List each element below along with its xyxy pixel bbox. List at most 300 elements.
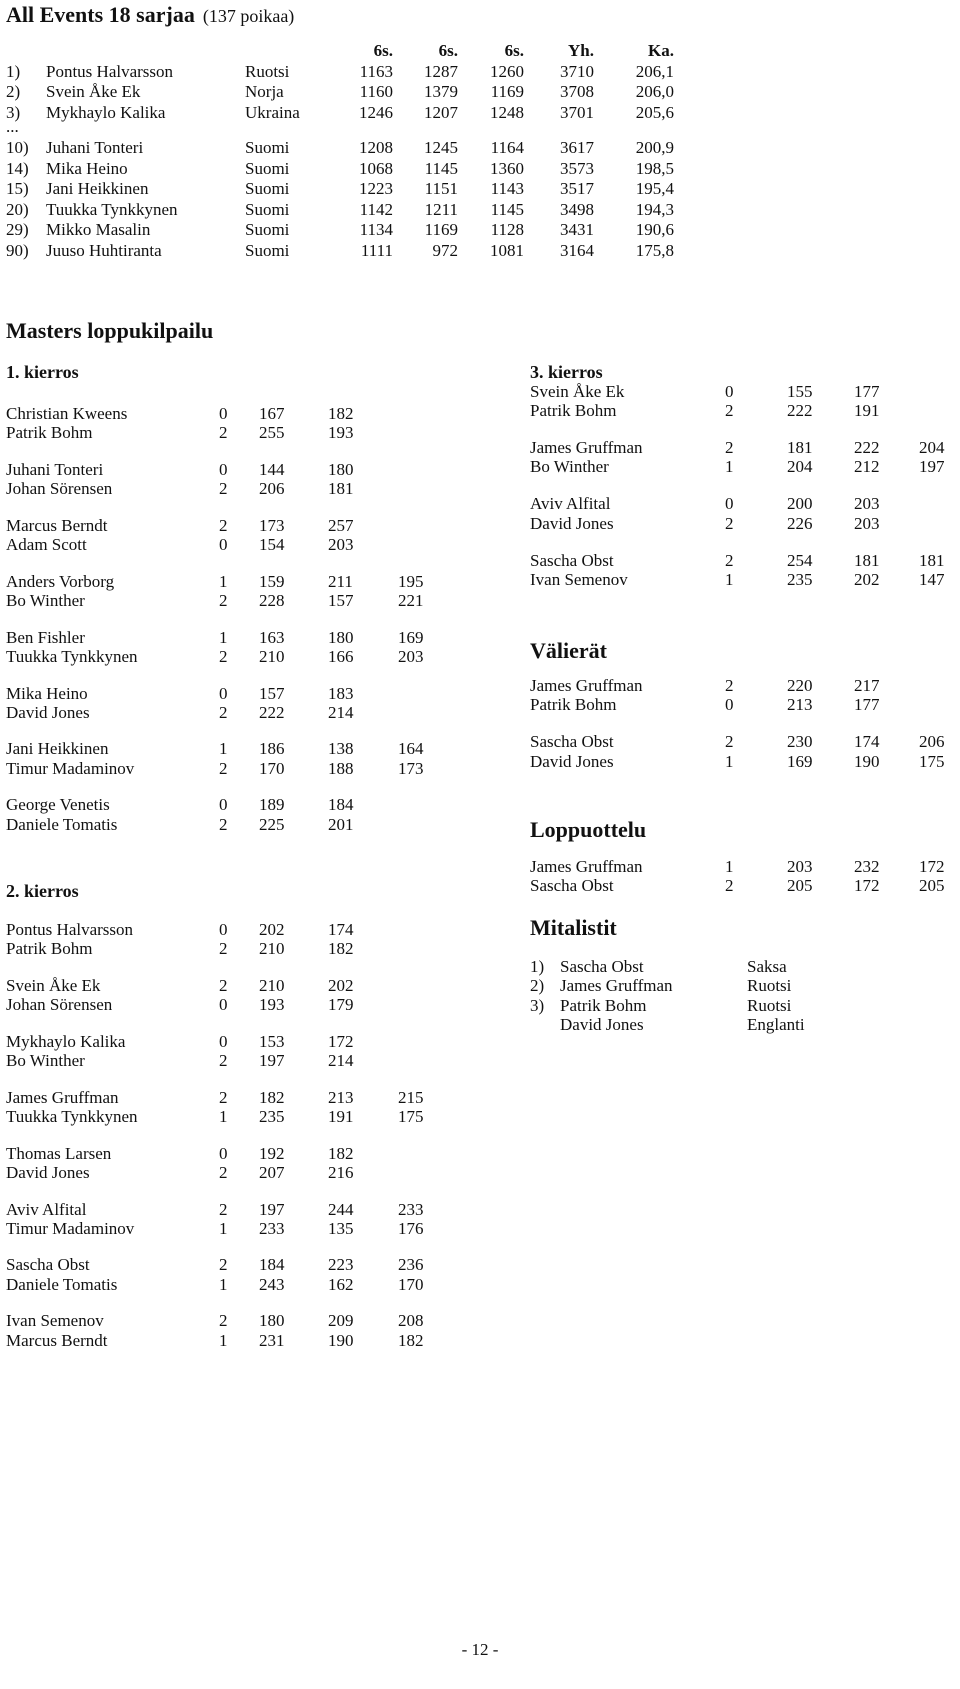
game-score: 255 <box>259 423 285 443</box>
masters-left-column <box>6 0 466 1620</box>
match-points: 2 <box>219 1311 228 1331</box>
player-name: Johan Sörensen <box>6 995 113 1015</box>
table-cell: 1211 <box>424 199 458 219</box>
match-points: 2 <box>725 513 734 533</box>
player-name: Svein Åke Ek <box>530 381 625 401</box>
player-name: Ivan Semenov <box>530 569 628 589</box>
medalist-name: Sascha Obst <box>560 957 644 976</box>
match-points: 2 <box>219 702 228 722</box>
match-row <box>6 1144 446 1164</box>
medal-position: 1) <box>530 957 545 976</box>
match-row <box>6 995 446 1015</box>
match-points: 2 <box>219 1162 228 1182</box>
masters-right-column <box>530 0 950 1100</box>
player-name: Patrik Bohm <box>6 939 93 959</box>
game-score: 170 <box>259 758 285 778</box>
game-score: 177 <box>854 381 880 401</box>
game-score: 189 <box>259 795 285 815</box>
game-score: 186 <box>259 739 285 759</box>
match-row <box>530 401 960 421</box>
match-points: 0 <box>219 1143 228 1163</box>
game-score: 193 <box>328 423 354 443</box>
table-cell: Svein Åke Ek <box>46 82 141 101</box>
player-name: David Jones <box>530 751 614 771</box>
player-name: Sascha Obst <box>530 732 614 752</box>
player-name: Daniele Tomatis <box>6 814 118 834</box>
game-score: 235 <box>259 1106 285 1126</box>
match-points: 2 <box>725 876 734 896</box>
game-score: 207 <box>259 1162 285 1182</box>
match-row <box>6 535 446 555</box>
match-row <box>530 438 960 458</box>
match-row <box>6 404 446 424</box>
table-cell: 1145 <box>424 158 458 178</box>
player-name: Svein Åke Ek <box>6 975 101 995</box>
game-score: 220 <box>787 676 813 695</box>
table-cell: 1128 <box>490 220 524 239</box>
player-name: James Gruffman <box>530 676 643 695</box>
player-name: Marcus Berndt <box>6 515 108 535</box>
game-score: 254 <box>787 550 813 570</box>
match-points: 1 <box>219 1106 228 1126</box>
table-cell: Pontus Halvarsson <box>46 61 174 81</box>
game-score: 221 <box>398 590 424 610</box>
table-cell: 3710 <box>560 61 594 81</box>
match-row <box>530 676 960 696</box>
masters-heading: Masters loppukilpailu <box>6 318 214 343</box>
match-row <box>530 752 960 772</box>
game-score: 182 <box>328 404 354 423</box>
player-name: Patrik Bohm <box>530 695 617 715</box>
game-score: 233 <box>259 1218 285 1238</box>
game-score: 179 <box>328 995 354 1015</box>
game-score: 181 <box>919 550 945 570</box>
table-cell: 1111 <box>360 240 393 260</box>
match-row <box>6 591 446 611</box>
table-cell: Suomi <box>245 240 290 260</box>
player-name: David Jones <box>530 513 614 533</box>
table-cell: 190,6 <box>635 220 674 239</box>
game-score: 157 <box>328 590 354 610</box>
match-row <box>6 795 446 815</box>
table-cell: 206,0 <box>635 82 674 101</box>
table-cell: Suomi <box>245 199 290 219</box>
medalist-name: James Gruffman <box>560 976 673 996</box>
table-cell: 1164 <box>490 138 524 157</box>
match-points: 2 <box>219 646 228 666</box>
match-points: 2 <box>725 437 734 457</box>
table-cell: 3498 <box>560 199 594 219</box>
medalist-row <box>530 976 960 996</box>
ellipsis: ... <box>6 117 19 136</box>
game-score: 236 <box>398 1255 424 1275</box>
game-score: 190 <box>328 1330 354 1350</box>
medal-position: 2) <box>530 976 545 996</box>
game-score: 175 <box>919 751 945 771</box>
match-row <box>530 695 960 715</box>
title-subtitle: (137 poikaa) <box>202 6 295 26</box>
game-score: 235 <box>787 569 813 589</box>
game-score: 213 <box>787 695 813 715</box>
table-cell: 1134 <box>359 220 393 239</box>
match-points: 1 <box>219 627 228 647</box>
table-cell: 1081 <box>490 240 524 260</box>
match-points: 2 <box>219 423 228 443</box>
game-score: 183 <box>328 683 354 703</box>
table-cell: Mykhaylo Kalika <box>46 102 166 122</box>
game-score: 230 <box>787 732 813 752</box>
table-cell: Mikko Masalin <box>46 220 151 239</box>
match-row <box>6 1219 446 1239</box>
player-name: James Gruffman <box>6 1087 119 1107</box>
game-score: 181 <box>854 550 880 570</box>
medal-position: 3) <box>530 995 545 1015</box>
game-score: 206 <box>919 732 945 752</box>
table-cell: 1246 <box>359 102 393 122</box>
table-cell: 972 <box>432 240 458 260</box>
game-score: 206 <box>259 479 285 499</box>
medalist-row <box>530 957 960 977</box>
player-name: Bo Winther <box>530 457 609 477</box>
table-cell: 205,6 <box>635 102 674 122</box>
player-name: Aviv Alfital <box>6 1199 87 1219</box>
match-points: 1 <box>725 569 734 589</box>
table-cell: 1207 <box>424 102 458 122</box>
game-score: 222 <box>854 437 880 457</box>
match-row <box>530 857 960 877</box>
game-score: 159 <box>259 571 285 591</box>
game-score: 203 <box>398 646 424 666</box>
game-score: 202 <box>854 569 880 589</box>
player-name: Adam Scott <box>6 535 87 554</box>
table-cell: 1223 <box>359 179 393 198</box>
match-row <box>6 703 446 723</box>
column-header: Yh. <box>568 41 594 60</box>
game-score: 201 <box>328 814 354 834</box>
table-cell: 1208 <box>359 138 393 157</box>
game-score: 153 <box>259 1031 285 1051</box>
match-points: 2 <box>219 1199 228 1219</box>
game-score: 203 <box>787 857 813 876</box>
medalist-country: Ruotsi <box>747 995 792 1015</box>
game-score: 209 <box>328 1311 354 1331</box>
game-score: 204 <box>919 437 945 457</box>
player-name: David Jones <box>6 702 90 722</box>
game-score: 216 <box>328 1162 354 1182</box>
game-score: 222 <box>787 400 813 420</box>
match-points: 0 <box>725 494 734 514</box>
player-name: Christian Kweens <box>6 404 128 423</box>
round1-heading: 1. kierros <box>6 362 79 382</box>
match-row <box>530 876 960 896</box>
table-cell: 1379 <box>424 82 458 101</box>
column-header: 6s. <box>504 41 524 60</box>
player-name: Aviv Alfital <box>530 494 611 514</box>
game-score: 172 <box>854 876 880 896</box>
game-score: 192 <box>259 1143 285 1163</box>
table-cell: 1169 <box>424 220 458 239</box>
game-score: 231 <box>259 1330 285 1350</box>
game-score: 174 <box>854 732 880 752</box>
player-name: Ivan Semenov <box>6 1311 104 1331</box>
match-points: 2 <box>219 590 228 610</box>
medalist-country: Ruotsi <box>747 976 792 996</box>
game-score: 182 <box>328 939 354 959</box>
match-row <box>530 494 960 514</box>
match-points: 0 <box>219 920 228 939</box>
match-points: 1 <box>725 751 734 771</box>
game-score: 257 <box>328 515 354 535</box>
table-cell: 3431 <box>560 220 594 239</box>
player-name: Sascha Obst <box>530 550 614 570</box>
medalist-country: Englanti <box>747 1014 805 1034</box>
match-points: 0 <box>219 459 228 479</box>
game-score: 225 <box>259 814 285 834</box>
player-name: Juhani Tonteri <box>6 459 104 479</box>
game-score: 147 <box>919 569 945 589</box>
game-score: 181 <box>787 437 813 457</box>
match-points: 0 <box>219 795 228 815</box>
game-score: 180 <box>328 627 354 647</box>
game-score: 176 <box>398 1218 424 1238</box>
game-score: 135 <box>328 1218 354 1238</box>
table-cell: 1260 <box>490 61 524 81</box>
match-row <box>530 457 960 477</box>
match-row <box>530 570 960 590</box>
game-score: 144 <box>259 459 285 479</box>
match-points: 1 <box>219 571 228 591</box>
match-row <box>6 1311 446 1331</box>
game-score: 210 <box>259 975 285 995</box>
match-row <box>6 572 446 592</box>
game-score: 210 <box>259 646 285 666</box>
game-score: 191 <box>328 1106 354 1126</box>
table-cell: 90) <box>6 240 29 260</box>
game-score: 163 <box>259 627 285 647</box>
medalist-name: Patrik Bohm <box>560 995 647 1015</box>
game-score: 169 <box>787 751 813 771</box>
table-cell: 175,8 <box>635 240 674 260</box>
table-cell: 198,5 <box>635 158 674 178</box>
game-score: 202 <box>259 920 285 939</box>
game-score: 226 <box>787 513 813 533</box>
match-points: 2 <box>219 939 228 959</box>
page-number: - 12 - <box>461 1640 499 1659</box>
table-cell: 1151 <box>424 179 458 198</box>
game-score: 205 <box>919 876 945 896</box>
match-row <box>6 1163 446 1183</box>
match-points: 2 <box>725 400 734 420</box>
match-points: 2 <box>725 732 734 752</box>
table-cell: Suomi <box>245 158 290 178</box>
match-points: 2 <box>219 758 228 778</box>
table-cell: 206,1 <box>635 61 674 81</box>
game-score: 184 <box>259 1255 285 1275</box>
table-cell: 1142 <box>359 199 393 219</box>
game-score: 182 <box>328 1143 354 1163</box>
match-points: 0 <box>219 535 228 554</box>
player-name: James Gruffman <box>530 857 643 876</box>
game-score: 180 <box>328 459 354 479</box>
round2-heading: 2. kierros <box>6 881 79 901</box>
player-name: Jani Heikkinen <box>6 739 109 759</box>
game-score: 180 <box>259 1311 285 1331</box>
game-score: 181 <box>328 479 354 499</box>
player-name: Tuukka Tynkkynen <box>6 646 138 666</box>
match-points: 2 <box>219 814 228 834</box>
game-score: 200 <box>787 494 813 514</box>
game-score: 164 <box>398 739 424 759</box>
match-points: 0 <box>219 404 228 423</box>
player-name: George Venetis <box>6 795 110 815</box>
table-cell: 20) <box>6 199 29 219</box>
table-cell: 3701 <box>560 102 594 122</box>
player-name: James Gruffman <box>530 437 643 457</box>
player-name: Sascha Obst <box>530 876 614 896</box>
table-cell: 15) <box>6 179 29 198</box>
match-points: 1 <box>725 457 734 477</box>
game-score: 157 <box>259 683 285 703</box>
game-score: 197 <box>259 1199 285 1219</box>
match-points: 1 <box>725 857 734 876</box>
match-row <box>6 628 446 648</box>
game-score: 173 <box>259 515 285 535</box>
match-points: 0 <box>219 1031 228 1051</box>
match-points: 2 <box>725 676 734 695</box>
game-score: 217 <box>854 676 880 695</box>
player-name: Marcus Berndt <box>6 1330 108 1350</box>
table-cell: 1) <box>6 61 21 81</box>
game-score: 162 <box>328 1274 354 1294</box>
match-points: 2 <box>725 550 734 570</box>
table-cell: Juuso Huhtiranta <box>46 240 162 260</box>
table-cell: 29) <box>6 220 29 239</box>
player-name: Thomas Larsen <box>6 1143 112 1163</box>
match-row <box>530 732 960 752</box>
game-score: 169 <box>398 627 424 647</box>
game-score: 167 <box>259 404 285 423</box>
player-name: Johan Sörensen <box>6 479 113 499</box>
game-score: 193 <box>259 995 285 1015</box>
match-points: 0 <box>219 995 228 1015</box>
player-name: Daniele Tomatis <box>6 1274 118 1294</box>
match-row <box>6 1200 446 1220</box>
table-cell: Norja <box>245 82 284 101</box>
medalists-heading: Mitalistit <box>530 915 617 940</box>
table-cell: 3164 <box>560 240 594 260</box>
match-points: 1 <box>219 1330 228 1350</box>
semis-heading: Välierät <box>530 638 607 663</box>
match-points: 0 <box>725 695 734 715</box>
match-points: 2 <box>219 1255 228 1275</box>
table-cell: 3573 <box>560 158 594 178</box>
match-points: 2 <box>219 479 228 499</box>
medalist-row <box>530 996 960 1016</box>
game-score: 208 <box>398 1311 424 1331</box>
table-cell: Tuukka Tynkkynen <box>46 199 178 219</box>
table-cell: Suomi <box>245 179 290 198</box>
game-score: 215 <box>398 1087 424 1107</box>
match-row <box>6 739 446 759</box>
player-name: Sascha Obst <box>6 1255 90 1275</box>
player-name: Timur Madaminov <box>6 1218 135 1238</box>
game-score: 202 <box>328 975 354 995</box>
medalist-row <box>530 1015 960 1035</box>
game-score: 172 <box>328 1031 354 1051</box>
game-score: 210 <box>259 939 285 959</box>
match-points: 1 <box>219 1218 228 1238</box>
match-row <box>6 1275 446 1295</box>
table-cell: 200,9 <box>635 138 674 157</box>
match-points: 2 <box>219 515 228 535</box>
player-name: Mika Heino <box>6 683 88 703</box>
game-score: 138 <box>328 739 354 759</box>
match-row <box>6 1088 446 1108</box>
match-points: 0 <box>219 683 228 703</box>
table-cell: 2) <box>6 82 21 101</box>
player-name: Patrik Bohm <box>6 423 93 443</box>
match-points: 1 <box>219 1274 228 1294</box>
match-row <box>6 460 446 480</box>
player-name: Anders Vorborg <box>6 571 115 591</box>
game-score: 213 <box>328 1087 354 1107</box>
table-cell: 1360 <box>490 158 524 178</box>
table-cell: Suomi <box>245 220 290 239</box>
game-score: 203 <box>854 513 880 533</box>
game-score: 244 <box>328 1199 354 1219</box>
table-cell: Ukraina <box>245 102 300 122</box>
match-row <box>6 759 446 779</box>
game-score: 228 <box>259 590 285 610</box>
table-cell: 1145 <box>490 199 524 219</box>
game-score: 177 <box>854 695 880 715</box>
game-score: 243 <box>259 1274 285 1294</box>
table-cell: 1143 <box>490 179 524 198</box>
column-header: 6s. <box>438 41 458 60</box>
game-score: 195 <box>398 571 424 591</box>
column-header: Ka. <box>648 41 674 60</box>
match-points: 2 <box>219 975 228 995</box>
round3-heading: 3. kierros <box>530 362 603 382</box>
game-score: 188 <box>328 758 354 778</box>
match-row <box>6 1051 446 1071</box>
game-score: 214 <box>328 702 354 722</box>
final-heading: Loppuottelu <box>530 817 647 842</box>
table-cell: Jani Heikkinen <box>46 179 149 198</box>
game-score: 214 <box>328 1051 354 1070</box>
match-row <box>6 516 446 536</box>
player-name: Bo Winther <box>6 1051 85 1070</box>
game-score: 211 <box>328 571 353 591</box>
game-score: 166 <box>328 646 354 666</box>
game-score: 232 <box>854 857 880 876</box>
game-score: 203 <box>328 535 354 554</box>
game-score: 172 <box>919 857 945 876</box>
column-header: 6s. <box>373 41 393 60</box>
table-cell: 10) <box>6 138 29 157</box>
player-name: Pontus Halvarsson <box>6 920 134 939</box>
title-text: All Events 18 sarjaa <box>6 2 195 27</box>
match-row <box>530 514 960 534</box>
table-cell: 1169 <box>490 82 524 101</box>
game-score: 175 <box>398 1106 424 1126</box>
table-cell: 1068 <box>359 158 393 178</box>
game-score: 184 <box>328 795 354 815</box>
game-score: 197 <box>919 457 945 477</box>
match-row <box>6 479 446 499</box>
game-score: 170 <box>398 1274 424 1294</box>
match-row <box>6 976 446 996</box>
